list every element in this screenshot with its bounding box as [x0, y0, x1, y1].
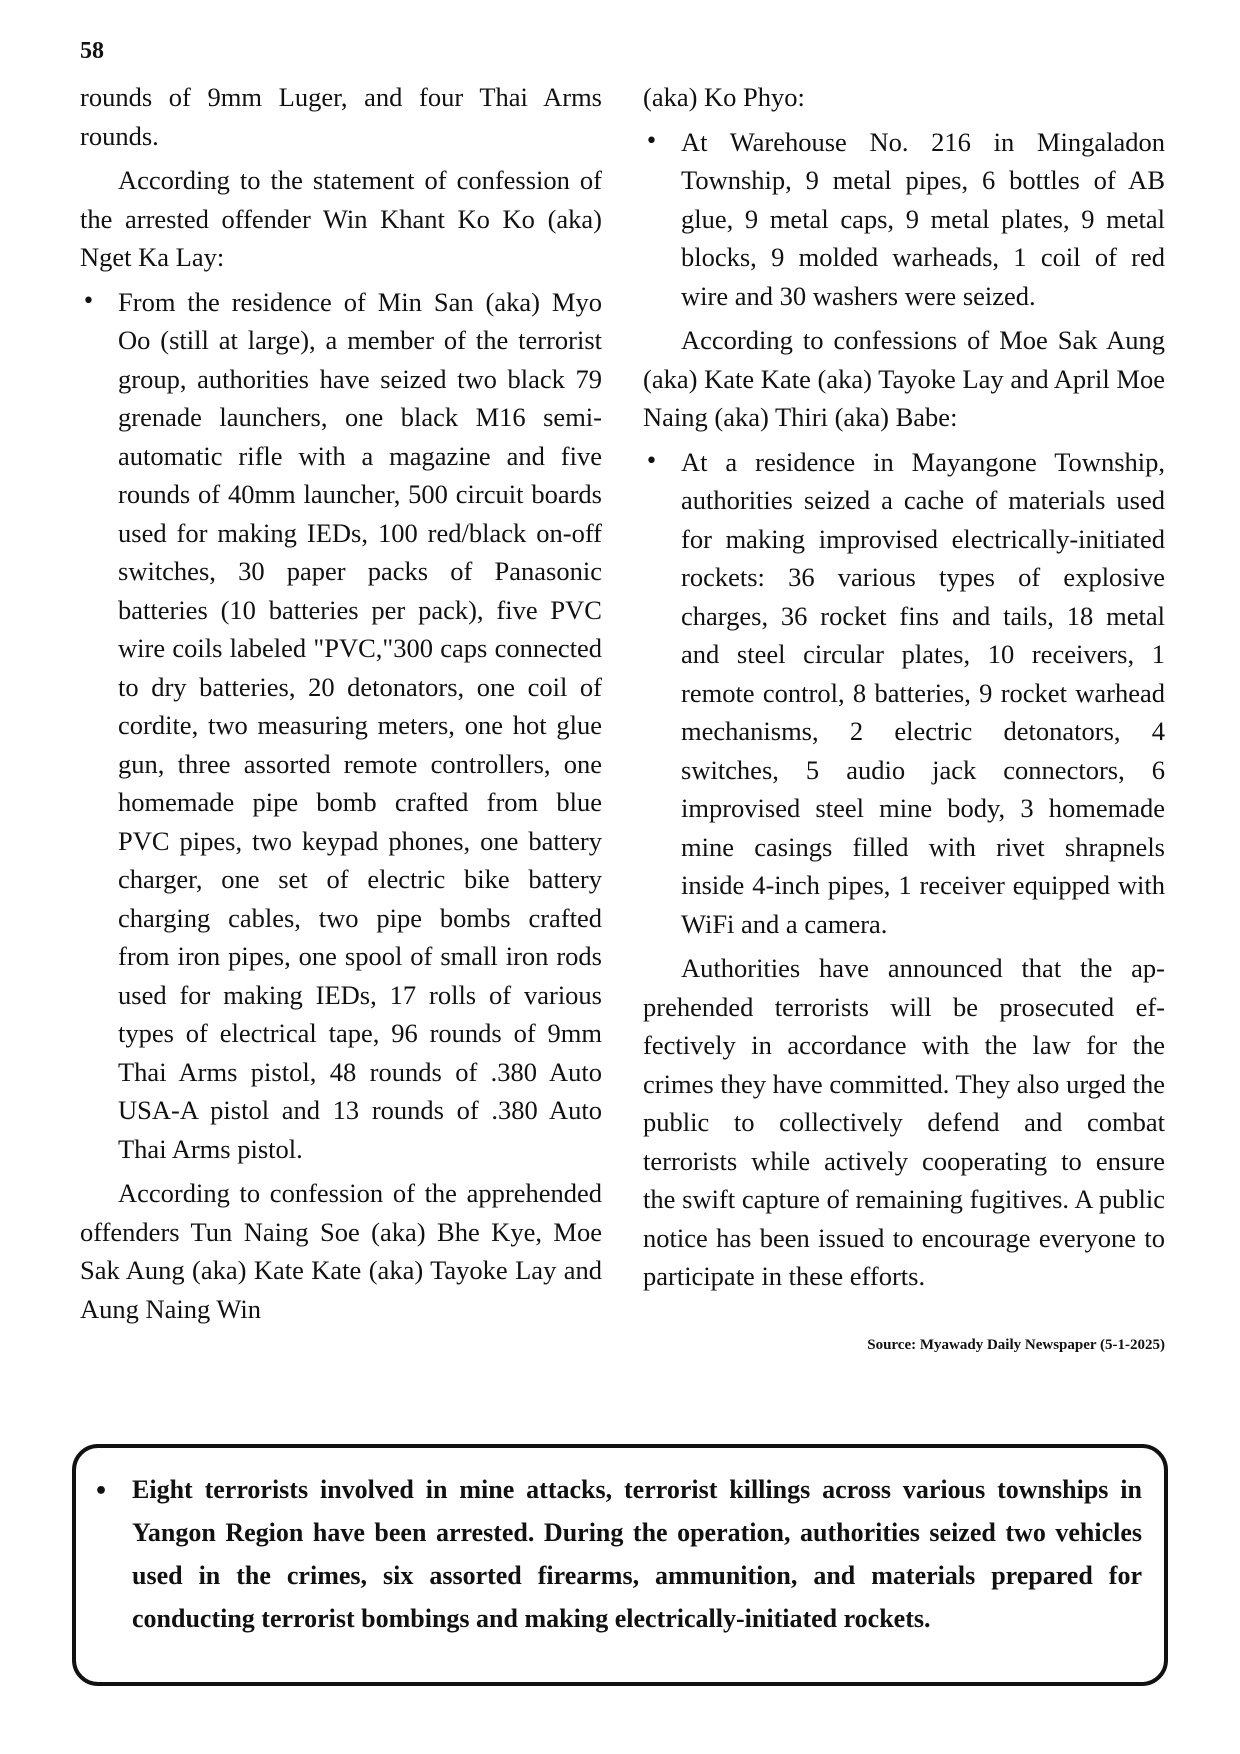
- bullet-list: [643, 123, 1165, 316]
- paragraph: According to confession of the apprehended offenders Tun Naing Soe (aka) Bhe Kye, Moe Sak Aung (aka) Kate Kate (aka) Tayoke Lay and Aung Naing Win: [80, 1178, 602, 1324]
- bullet-dot-icon: •: [645, 448, 658, 474]
- source-credit: Source: Myawady Daily Newspaper (5-1-2025): [867, 1336, 1165, 1353]
- summary-item: [94, 1468, 1142, 1640]
- bullet-dot-icon: •: [82, 288, 95, 314]
- list-item: [643, 443, 1165, 944]
- list-item: [643, 123, 1165, 316]
- summary-box: [72, 1444, 1168, 1686]
- list-item-text: At a residence in Mayangone Township, authorities seized a cache of materials used for making improvised electrically-initiated rockets: 36 various types of explosive charges, 36 rocket fins and tails, 18 metal and steel circular plates, 10 receivers, 1 remote control, 8 batteries, 9 rocket warhead mechanisms, 2 electric detonators, 4 switches, 5 audio jack connectors, 6 improvised steel mine body, 3 homemade mine casings filled with rivet shrapnels inside 4-inch pipes, 1 receiver equipped with WiFi and a camera.: [681, 446, 1165, 939]
- list-item: [80, 283, 602, 1169]
- paragraph: (aka) Ko Phyo:: [643, 82, 805, 112]
- bullet-list: [80, 283, 602, 1169]
- right-column: [643, 78, 1165, 1364]
- list-item-text: At Warehouse No. 216 in Mingaladon Township, 9 metal pipes, 6 bottles of AB glue, 9 metal caps, 9 metal plates, 9 metal blocks, 9 molded warheads, 1 coil of red wire and 30 washers were seized.: [681, 126, 1165, 311]
- paragraph: According to the statement of confession of the arrested offender Win Khant Ko Ko (aka) Nget Ka Lay:: [80, 165, 602, 272]
- bullet-list: [643, 443, 1165, 944]
- bullet-dot-icon: •: [645, 128, 658, 154]
- paragraph: According to confessions of Moe Sak Aung (aka) Kate Kate (aka) Tayoke Lay and April Moe Naing (aka) Thiri (aka) Babe:: [643, 325, 1165, 432]
- summary-text: Eight terrorists involved in mine attacks, terrorist killings across various townships in Yangon Region have been arrested. During the operation, authorities seized two vehicles used in the crimes, six assorted firearms, ammunition, and materials prepared for conducting terrorist bombings and making electrically-initiated rockets.: [132, 1475, 1142, 1633]
- paragraph: Authorities have announced that the apprehended terrorists will be prosecuted effectively in accordance with the law for the crimes they have committed. They also urged the public to collectively defend and combat terrorists while actively cooperating to ensure the swift capture of remaining fugitives. A public notice has been issued to encourage everyone to participate in these efforts.: [643, 953, 1165, 1291]
- paragraph: rounds of 9mm Luger, and four Thai Arms rounds.: [80, 82, 602, 151]
- page-number: 58: [80, 38, 104, 64]
- left-column: [80, 78, 602, 1334]
- list-item-text: From the residence of Min San (aka) Myo Oo (still at large), a member of the terrorist group, authorities have seized two black 79 grenade launchers, one black M16 semi-automatic rifle with a magazine and five rounds of 40mm launcher, 500 circuit boards used for making IEDs, 100 red/black on-off switches, 30 paper packs of Panasonic batteries (10 batteries per pack), five PVC wire coils labeled "PVC,"300 caps connected to dry batteries, 20 detonators, one coil of cordite, two measuring meters, one hot glue gun, three assorted remote controllers, one homemade pipe bomb crafted from blue PVC pipes, two keypad phones, one battery charger, one set of electric bike battery charging cables, two pipe bombs crafted from iron pipes, one spool of small iron rods used for making IEDs, 17 rolls of various types of electrical tape, 96 rounds of 9mm Thai Arms pistol, 48 rounds of .380 Auto USA-A pistol and 13 rounds of .380 Auto Thai Arms pistol.: [118, 286, 602, 1164]
- bullet-dot-icon: •: [94, 1479, 109, 1504]
